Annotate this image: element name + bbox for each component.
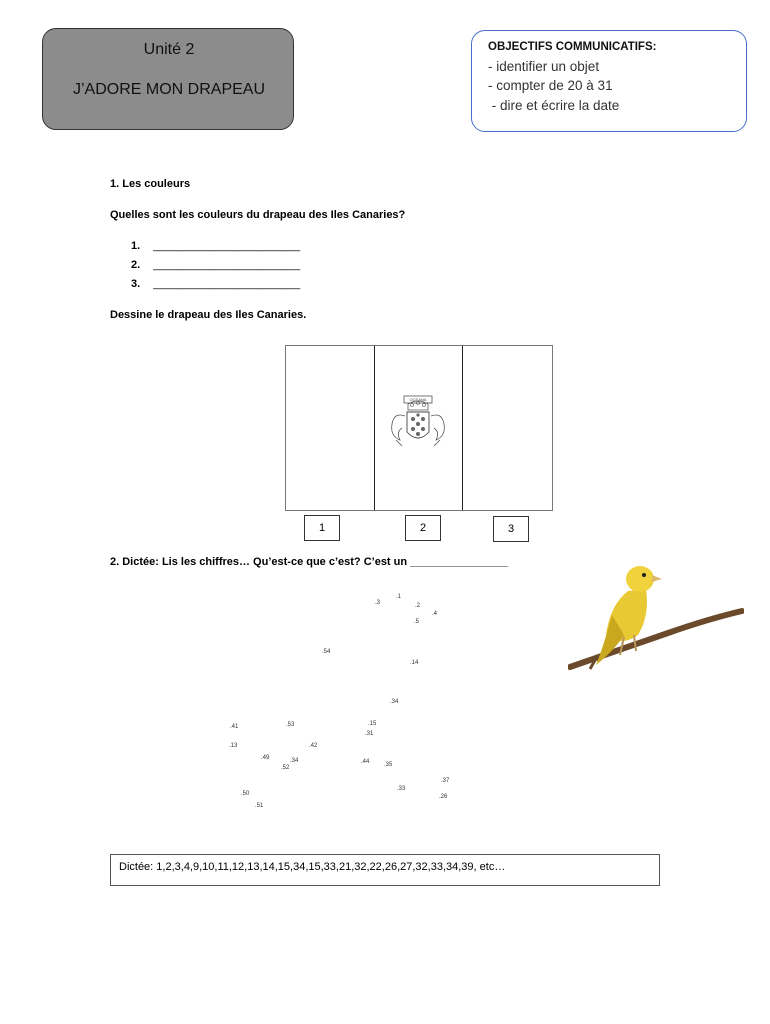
dot-label: .33: [397, 786, 406, 792]
stripe-number-box: 3: [493, 516, 529, 542]
dictee-box: [110, 854, 660, 886]
dot-label: .37: [441, 778, 450, 784]
flag-divider: [462, 346, 463, 510]
answer-number: 3.: [131, 278, 141, 290]
objectives-heading: OBJECTIFS COMMUNICATIFS:: [488, 41, 657, 53]
draw-instruction: Dessine le drapeau des Iles Canaries.: [110, 309, 307, 321]
dot-label: .1: [396, 594, 402, 600]
flag-outline[interactable]: [285, 345, 553, 511]
unit-title-box: [42, 28, 294, 130]
dot-label: .42: [309, 743, 318, 749]
dot-label: .4: [432, 611, 438, 617]
dot-label: .26: [439, 794, 448, 800]
objectives-box: [471, 30, 747, 132]
answer-row: [131, 259, 300, 271]
colors-question: Quelles sont les couleurs du drapeau des Iles Canaries?: [110, 209, 406, 221]
dot-label: .44: [361, 759, 370, 765]
dot-label: .31: [365, 731, 374, 737]
dot-label: .50: [241, 791, 250, 797]
dot-label: .53: [286, 722, 295, 728]
dot-label: .5: [414, 619, 420, 625]
dot-label: .52: [281, 765, 290, 771]
dot-label: .41: [230, 724, 239, 730]
dot-label: .51: [255, 803, 264, 809]
unit-number: Unité 2: [143, 41, 195, 58]
dictee-text: Dictée: 1,2,3,4,9,10,11,12,13,14,15,34,15,33,21,32,22,26,27,32,33,34,39, etc…: [119, 861, 506, 873]
dot-label: .34: [390, 699, 399, 705]
answer-row: [131, 278, 300, 290]
dictation-title: 2. Dictée: Lis les chiffres… Qu’est-ce que c’est? C’est un ________________: [110, 556, 509, 568]
dot-label: .49: [261, 755, 270, 761]
objective-item: - identifier un objet: [488, 59, 600, 74]
canary-icon: [568, 555, 744, 675]
dot-label: .13: [229, 743, 238, 749]
objective-item: - dire et écrire la date: [488, 98, 620, 113]
objective-item: - compter de 20 à 31: [488, 78, 613, 93]
dot-label: .15: [368, 721, 377, 727]
dot-label: .3: [375, 600, 381, 606]
dot-label: .34: [290, 758, 299, 764]
dot-label: .2: [415, 603, 421, 609]
answer-number: 2.: [131, 259, 141, 271]
answer-blank[interactable]: ________________________: [153, 240, 301, 252]
stripe-number-box: 1: [304, 515, 340, 541]
section-colors-title: 1. Les couleurs: [110, 178, 191, 190]
unit-title: J’ADORE MON DRAPEAU: [72, 81, 266, 98]
answer-row: [131, 240, 300, 252]
dot-label: .35: [384, 762, 393, 768]
stripe-number-box: 2: [405, 515, 441, 541]
crest-label: OCEANA: [409, 397, 427, 402]
answer-blank[interactable]: ________________________: [153, 278, 301, 290]
dot-label: .54: [322, 649, 331, 655]
answer-number: 1.: [131, 240, 141, 252]
answer-blank[interactable]: ________________________: [153, 259, 301, 271]
dot-label: .14: [410, 660, 419, 666]
